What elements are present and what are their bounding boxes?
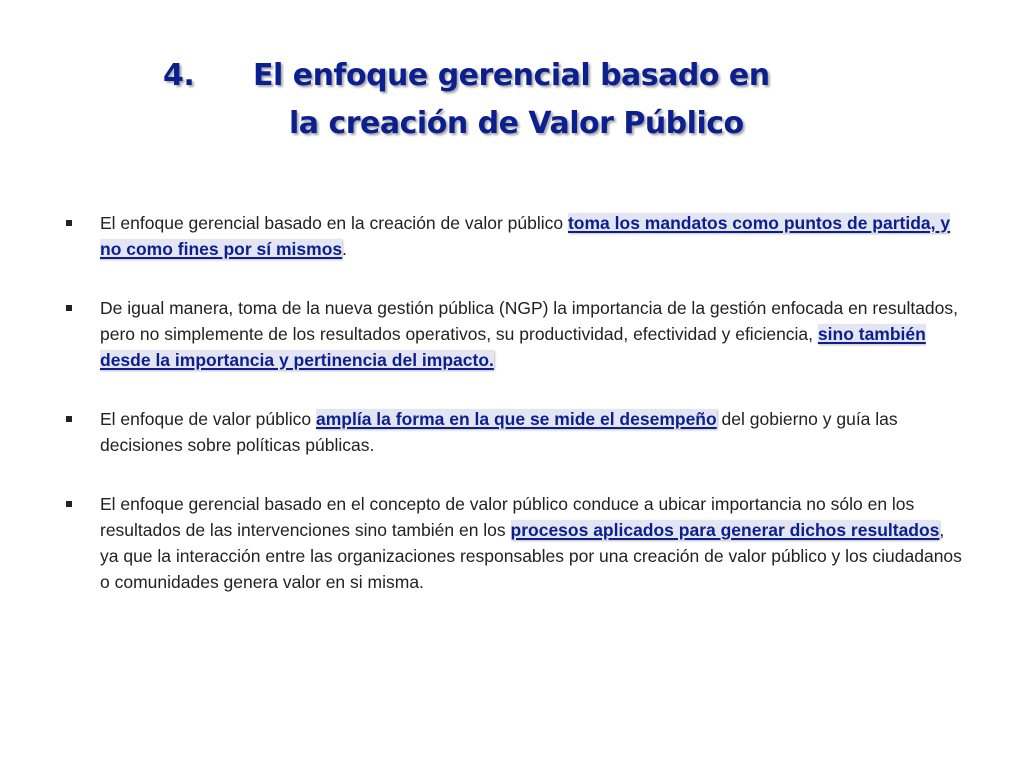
- bullet-text: El enfoque de valor público: [100, 409, 316, 429]
- title-line-1: [163, 52, 770, 100]
- square-bullet-icon: [66, 416, 72, 422]
- title-line-2: la creación de Valor Público: [289, 106, 744, 141]
- bullet-item: [66, 406, 966, 458]
- bullet-text-end: del gobierno y guía las decisiones sobre políticas públicas.: [100, 409, 898, 455]
- bullet-text: El enfoque gerencial basado en la creación de valor público: [100, 213, 568, 233]
- bullet-item: [66, 295, 966, 373]
- bullet-text: El enfoque gerencial basado en el concepto de valor público conduce a ubicar importancia no sólo en los resultados de las intervenciones sino también en los: [100, 494, 915, 540]
- bullet-item: [66, 491, 966, 595]
- title-number: 4.: [163, 58, 195, 93]
- square-bullet-icon: [66, 305, 72, 311]
- bullet-highlight: procesos aplicados para generar dichos resultados: [510, 520, 940, 540]
- square-bullet-icon: [66, 501, 72, 507]
- title-text-1: El enfoque gerencial basado en: [253, 58, 770, 93]
- bullet-text-end: , ya que la interacción entre las organizaciones responsables por una creación de valor público y los ciudadanos o comunidades genera valor en si misma.: [100, 520, 962, 592]
- bullet-text-end: .: [342, 239, 348, 259]
- bullet-text: De igual manera, toma de la nueva gestión pública (NGP) la importancia de la gestión enfocada en resultados, pero no simplemente de los resultados operativos, su productividad, efectividad y eficiencia,: [100, 298, 959, 344]
- bullet-item: [66, 210, 966, 262]
- square-bullet-icon: [66, 220, 72, 226]
- bullet-highlight: toma los mandatos como puntos de partida, y no como fines por sí mismos: [100, 213, 951, 259]
- bullet-highlight: sino también desde la importancia y pertinencia del impacto.: [100, 324, 926, 370]
- bullet-highlight: amplía la forma en la que se mide el desempeño: [315, 409, 717, 429]
- bullet-list: [66, 210, 966, 628]
